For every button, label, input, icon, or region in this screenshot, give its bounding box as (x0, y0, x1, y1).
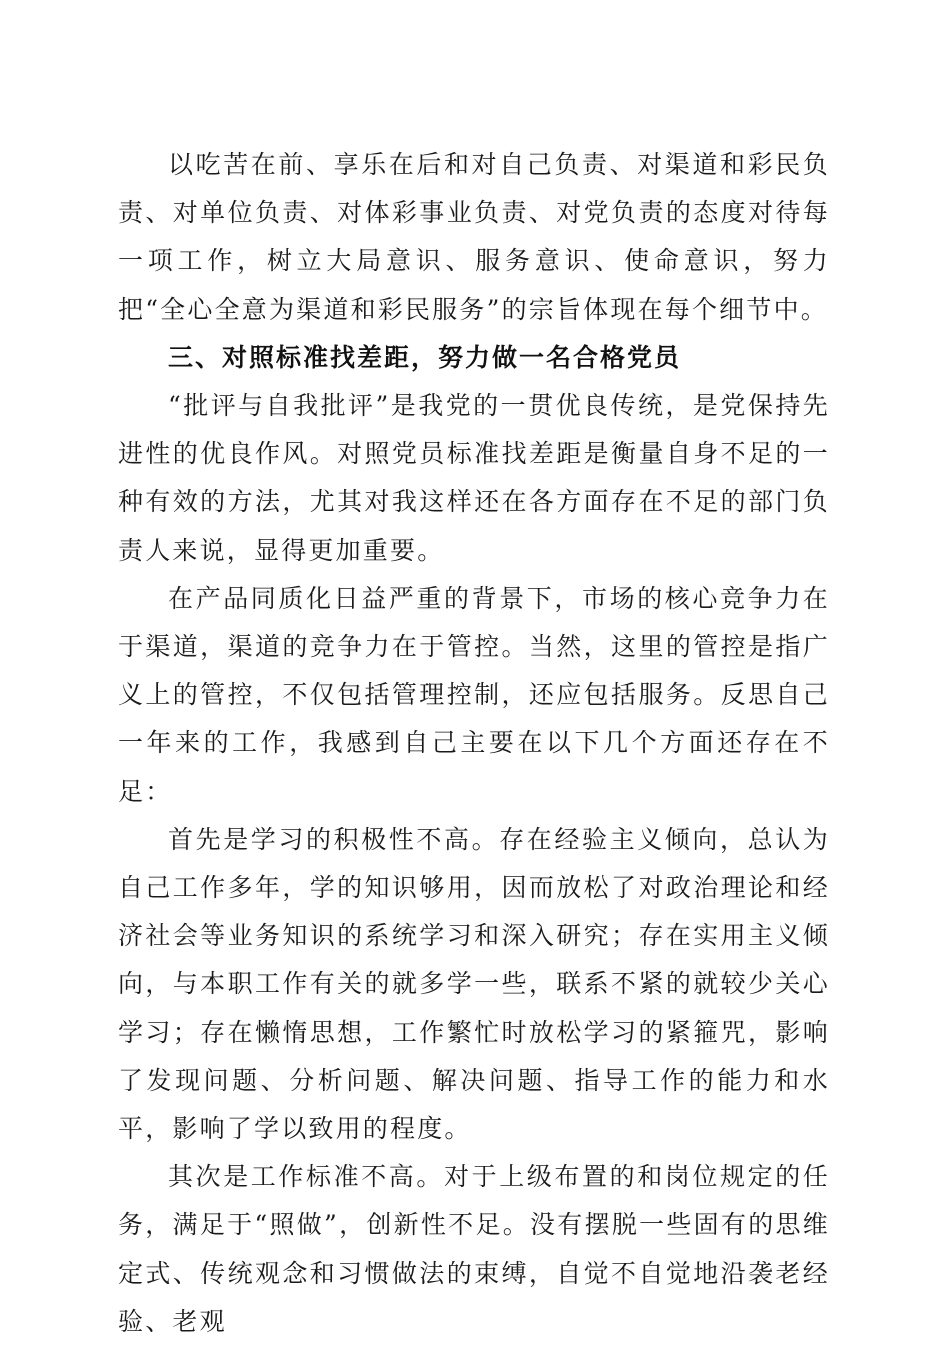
paragraph-1: 以吃苦在前、享乐在后和对自己负责、对渠道和彩民负责、对单位负责、对体彩事业负责、对党负责的态度对待每一项工作，树立大局意识、服务意识、使命意识，努力把“全心全意为渠道和彩民服务”的宗旨体现在每个细节中。 (118, 150, 830, 324)
document-body (118, 141, 830, 1346)
paragraph-4: 首先是学习的积极性不高。存在经验主义倾向，总认为自己工作多年，学的知识够用，因而放松了对政治理论和经济社会等业务知识的系统学习和深入研究；存在实用主义倾向，与本职工作有关的就多学一些，联系不紧的就较少关心学习；存在懒惰思想，工作繁忙时放松学习的紧箍咒，影响了发现问题、分析问题、解决问题、指导工作的能力和水平，影响了学以致用的程度。 (118, 824, 830, 1144)
section-heading-3: 三、对照标准找差距，努力做一名合格党员 (168, 342, 682, 372)
paragraph-5: 其次是工作标准不高。对于上级布置的和岗位规定的任务，满足于“照做”，创新性不足。没有摆脱一些固有的思维定式、传统观念和习惯做法的束缚，自觉不自觉地沿袭老经验、老观 (118, 1162, 830, 1336)
paragraph-2: “批评与自我批评”是我党的一贯优良传统，是党保持先进性的优良作风。对照党员标准找差距是衡量自身不足的一种有效的方法，尤其对我这样还在各方面存在不足的部门负责人来说，显得更加重要。 (118, 391, 830, 565)
paragraph-3: 在产品同质化日益严重的背景下，市场的核心竞争力在于渠道，渠道的竞争力在于管控。当然，这里的管控是指广义上的管控，不仅包括管理控制，还应包括服务。反思自己一年来的工作，我感到自己主要在以下几个方面还存在不足： (118, 583, 830, 806)
